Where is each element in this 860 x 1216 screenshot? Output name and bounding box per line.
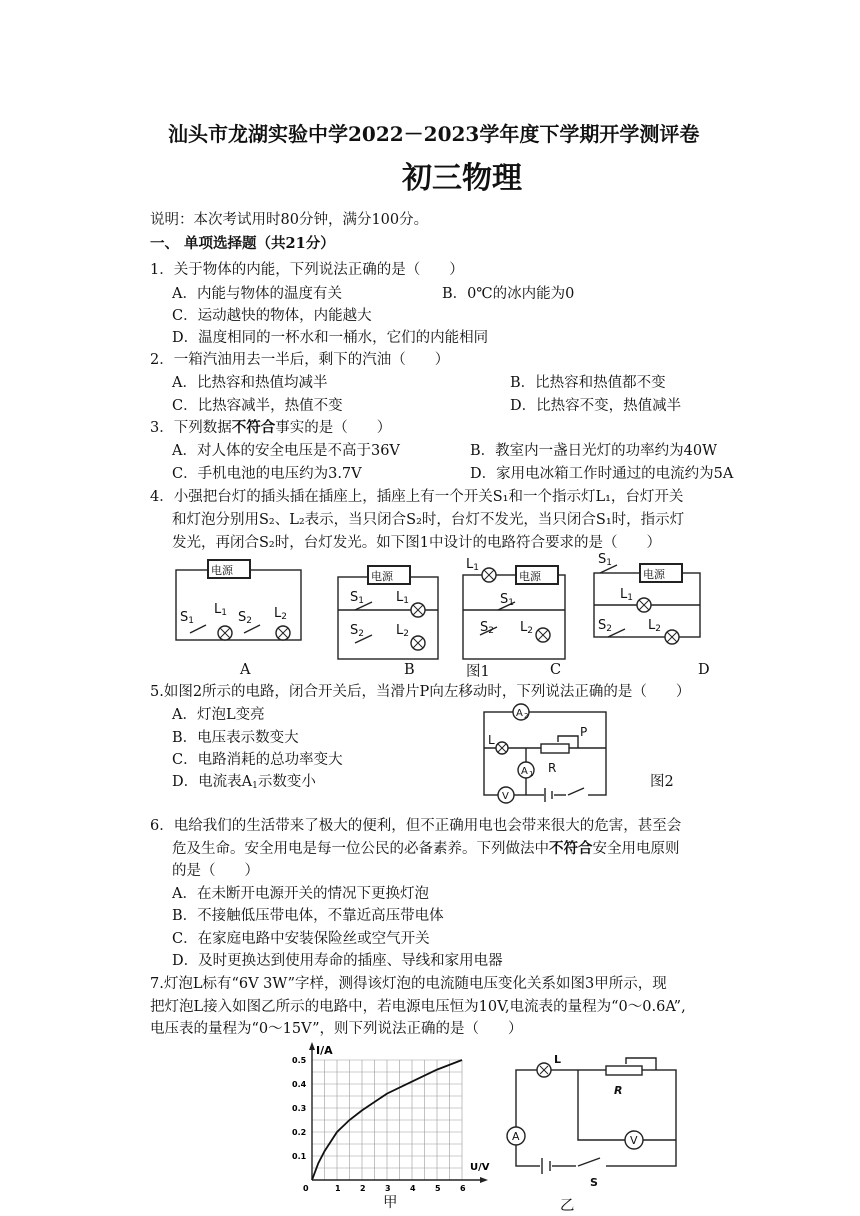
x-tick-label: 2 (360, 1184, 366, 1193)
x-tick-label: 6 (460, 1184, 466, 1193)
svg-text:1: 1 (529, 770, 534, 778)
x-axis-label: U/V (470, 1162, 490, 1173)
q1-option-c: C．运动越快的物体，内能越大 (172, 308, 372, 324)
q4-line2: 和灯泡分别用S₂、L₂表示，当只闭合S₂时，台灯不发光，当只闭合S₁时，指示灯 (172, 512, 685, 528)
q5-option-a: A．灯泡L变亮 (172, 707, 265, 723)
q6-line2: 危及生命。安全用电是每一位公民的必备素养。下列做法中不符合安全用电原则 (172, 840, 680, 857)
q4-option-b-label: B (404, 662, 415, 678)
svg-text:L: L (488, 733, 495, 747)
svg-text:S: S (590, 1176, 598, 1189)
q4-line1: 4．小强把台灯的插头插在插座上，插座上有一个开关S₁和一个指示灯L₁，台灯开关 (150, 489, 684, 505)
figure2-circuit (478, 700, 628, 810)
power-label-c: 电源 (519, 570, 541, 583)
x-tick-label: 3 (385, 1184, 391, 1193)
subject-title: 初三物理 (402, 161, 522, 196)
power-label-d: 电源 (643, 568, 665, 581)
q6-line3: 的是（ ） (172, 863, 259, 879)
x-tick-label: 1 (335, 1184, 341, 1193)
q2-option-d: D．比热容不变，热值减半 (510, 398, 682, 414)
q5-option-b: B．电压表示数变大 (172, 730, 299, 746)
y-tick-label: 0.4 (292, 1080, 307, 1089)
x-tick-label: 5 (435, 1184, 441, 1193)
q4-option-d-label: D (698, 662, 710, 678)
q5-option-c: C．电路消耗的总功率变大 (172, 752, 343, 768)
svg-text:P: P (580, 725, 588, 739)
q5-stem: 5.如图2所示的电路，闭合开关后，当滑片P向左移动时，下列说法正确的是（ ） (150, 684, 691, 700)
power-label-b: 电源 (371, 570, 393, 583)
figure3-caption-jia: 甲 (383, 1195, 398, 1211)
q1-stem: 1．关于物体的内能，下列说法正确的是（ ） (150, 262, 464, 278)
svg-text:L: L (554, 1053, 562, 1066)
q4-line3: 发光，再闭合S₂时，台灯发光。如下图1中设计的电路符合要求的是（ ） (172, 535, 661, 551)
q3-option-c: C．手机电池的电压约为3.7V (172, 466, 362, 482)
q3-stem: 3．下列数据不符合事实的是（ ） (150, 419, 392, 436)
q1-option-d: D．温度相同的一杯水和一桶水，它们的内能相同 (172, 330, 489, 346)
q6-line1: 6．电给我们的生活带来了极大的便利，但不正确用电也会带来很大的危害，甚至会 (150, 818, 682, 834)
svg-text:A: A (516, 708, 523, 719)
school-title: 汕头市龙湖实验中学2022－2023学年度下学期开学测评卷 (168, 122, 700, 146)
figure3-circuit-yi (506, 1050, 686, 1190)
q2-option-c: C．比热容减半，热值不变 (172, 398, 343, 414)
q3-option-b: B．教室内一盏日光灯的功率约为40W (470, 443, 718, 459)
exam-note: 说明：本次考试用时80分钟，满分100分。 (150, 212, 429, 228)
svg-text:R: R (548, 761, 557, 775)
figure1-caption: 图1 (466, 664, 490, 680)
svg-text:2: 2 (524, 712, 529, 720)
x-tick-label: 4 (410, 1184, 416, 1193)
power-label-a: 电源 (211, 564, 233, 577)
y-tick-label: 0.3 (292, 1104, 307, 1113)
q2-stem: 2．一箱汽油用去一半后，剩下的汽油（ ） (150, 352, 450, 368)
figure2-caption: 图2 (650, 774, 674, 790)
q3-option-a: A．对人体的安全电压是不高于36V (172, 443, 400, 459)
q3-option-d: D．家用电冰箱工作时通过的电流约为5A (470, 466, 734, 482)
q4-option-c-label: C (550, 662, 562, 678)
q6-option-d: D．及时更换达到使用寿命的插座、导线和家用电器 (172, 953, 503, 969)
q6-option-c: C．在家庭电路中安装保险丝或空气开关 (172, 931, 430, 947)
q6-option-b: B．不接触低压带电体，不靠近高压带电体 (172, 908, 444, 924)
q2-option-b: B．比热容和热值都不变 (510, 375, 666, 391)
y-axis-label: I/A (316, 1044, 333, 1057)
q7-line2: 把灯泡L接入如图乙所示的电路中，若电源电压恒为10V,电流表的量程为“0～0.6A”, (150, 999, 686, 1015)
q2-option-a: A．比热容和热值均减半 (172, 375, 328, 391)
svg-text:A: A (521, 766, 528, 777)
q7-line3: 电压表的量程为“0～15V”，则下列说法正确的是（ ） (150, 1021, 523, 1037)
figure3-caption-yi: 乙 (560, 1198, 575, 1214)
q7-line1: 7.灯泡L标有“6V 3W”字样，测得该灯泡的电流随电压变化关系如图3甲所示，现 (150, 976, 667, 992)
svg-text:V: V (502, 791, 509, 802)
iv-chart (290, 1042, 500, 1207)
y-tick-label: 0.5 (292, 1056, 307, 1065)
y-tick-label: 0.1 (292, 1152, 307, 1161)
x-tick-label: 0 (303, 1184, 309, 1193)
q6-option-a: A．在未断开电源开关的情况下更换灯泡 (172, 886, 429, 902)
q1-option-a: A．内能与物体的温度有关 (172, 286, 342, 302)
q1-option-b: B．0℃的冰内能为0 (442, 286, 575, 302)
q5-option-d: D．电流表$A_1$示数变小 (172, 774, 316, 791)
y-tick-label: 0.2 (292, 1128, 307, 1137)
q4-option-a-label: A (240, 662, 251, 678)
svg-text:A: A (512, 1130, 520, 1143)
svg-text:V: V (630, 1134, 638, 1147)
svg-text:R: R (614, 1084, 623, 1097)
section-title: 一、 单项选择题（共21分） (150, 235, 335, 252)
figure1-circuits (0, 555, 860, 675)
